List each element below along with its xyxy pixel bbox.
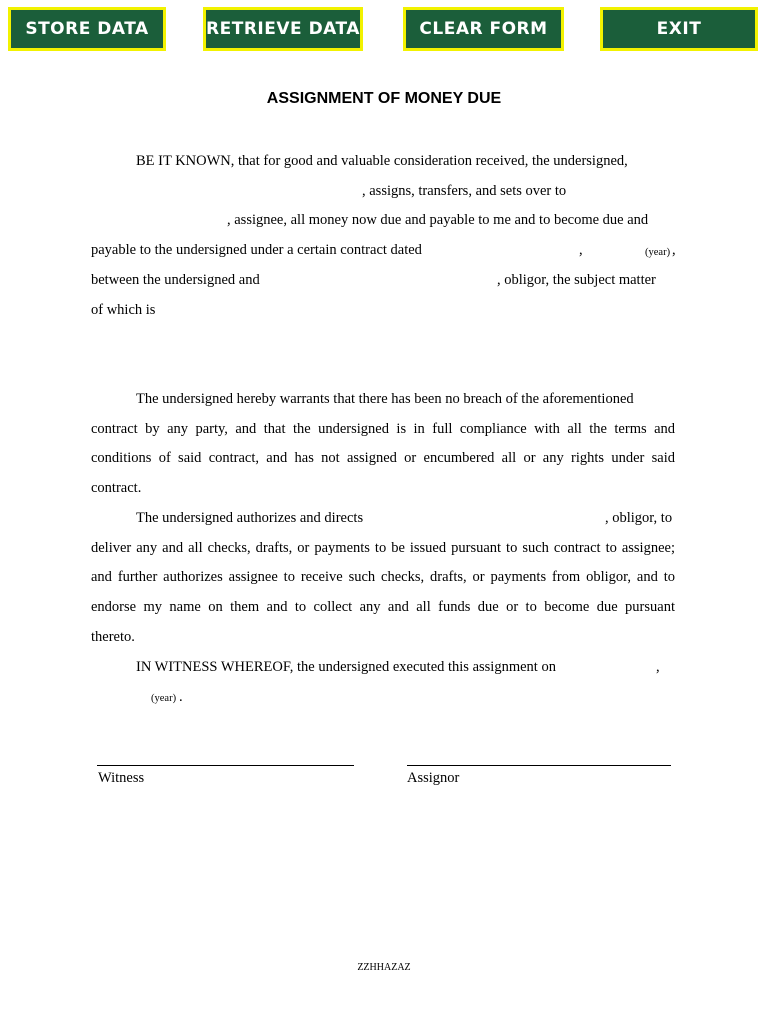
p3-line-5: thereto.: [91, 629, 135, 645]
retrieve-data-button[interactable]: RETRIEVE DATA: [203, 7, 363, 51]
p1-line-2: , assigns, transfers, and sets over to: [362, 183, 567, 199]
store-data-button[interactable]: STORE DATA: [8, 7, 166, 51]
document-title: ASSIGNMENT OF MONEY DUE: [266, 90, 502, 107]
p2-line-1: The undersigned hereby warrants that there has been no breach of the aforementioned: [136, 391, 634, 407]
year-label-2: (year): [151, 693, 177, 704]
p2-line-4: contract.: [91, 480, 142, 496]
p1-line-4: payable to the undersigned under a certain contract dated: [91, 242, 422, 258]
p1-line-3: , assignee, all money now due and payable to me and to become due and: [227, 212, 649, 228]
p2-line-2: contract by any party, and that the undersigned is in full compliance with all the terms and: [91, 421, 675, 437]
p4-line-1: IN WITNESS WHEREOF, the undersigned executed this assignment on: [136, 659, 556, 675]
p2-line-3: conditions of said contract, and has not assigned or encumbered all or any rights under said: [91, 450, 675, 466]
p1-line-6: of which is: [91, 302, 156, 318]
assignor-label: Assignor: [407, 770, 460, 786]
year-label-1: (year): [645, 247, 671, 258]
p3-line-2: deliver any and all checks, drafts, or payments to be issued pursuant to such contract to assignee;: [91, 540, 675, 556]
p1-line-5: between the undersigned and: [91, 272, 260, 288]
p3-line-4: endorse my name on them and to collect any and all funds due or to become due pursuant: [91, 599, 675, 615]
p1-line-5-end: , obligor, the subject matter: [497, 272, 656, 288]
footer-code: ZZHHAZAZ: [357, 962, 411, 973]
p1-line-4-comma: ,: [579, 242, 583, 258]
assignor-signature-line: [407, 765, 671, 766]
witness-signature-line: [97, 765, 354, 766]
p3-line-1-end: , obligor, to: [605, 510, 673, 526]
p1-line-1: BE IT KNOWN, that for good and valuable consideration received, the undersigned,: [136, 153, 628, 169]
witness-label: Witness: [98, 770, 145, 786]
clear-form-button[interactable]: CLEAR FORM: [403, 7, 564, 51]
p3-line-1: The undersigned authorizes and directs: [136, 510, 364, 526]
exit-button[interactable]: EXIT: [600, 7, 758, 51]
p3-line-3: and further authorizes assignee to receive such checks, drafts, or payments from obligor, and to: [91, 569, 675, 585]
p1-line-4-end: ,: [672, 242, 676, 258]
p4-line-1-comma: ,: [656, 659, 660, 675]
p4-line-2-end: .: [179, 689, 183, 705]
